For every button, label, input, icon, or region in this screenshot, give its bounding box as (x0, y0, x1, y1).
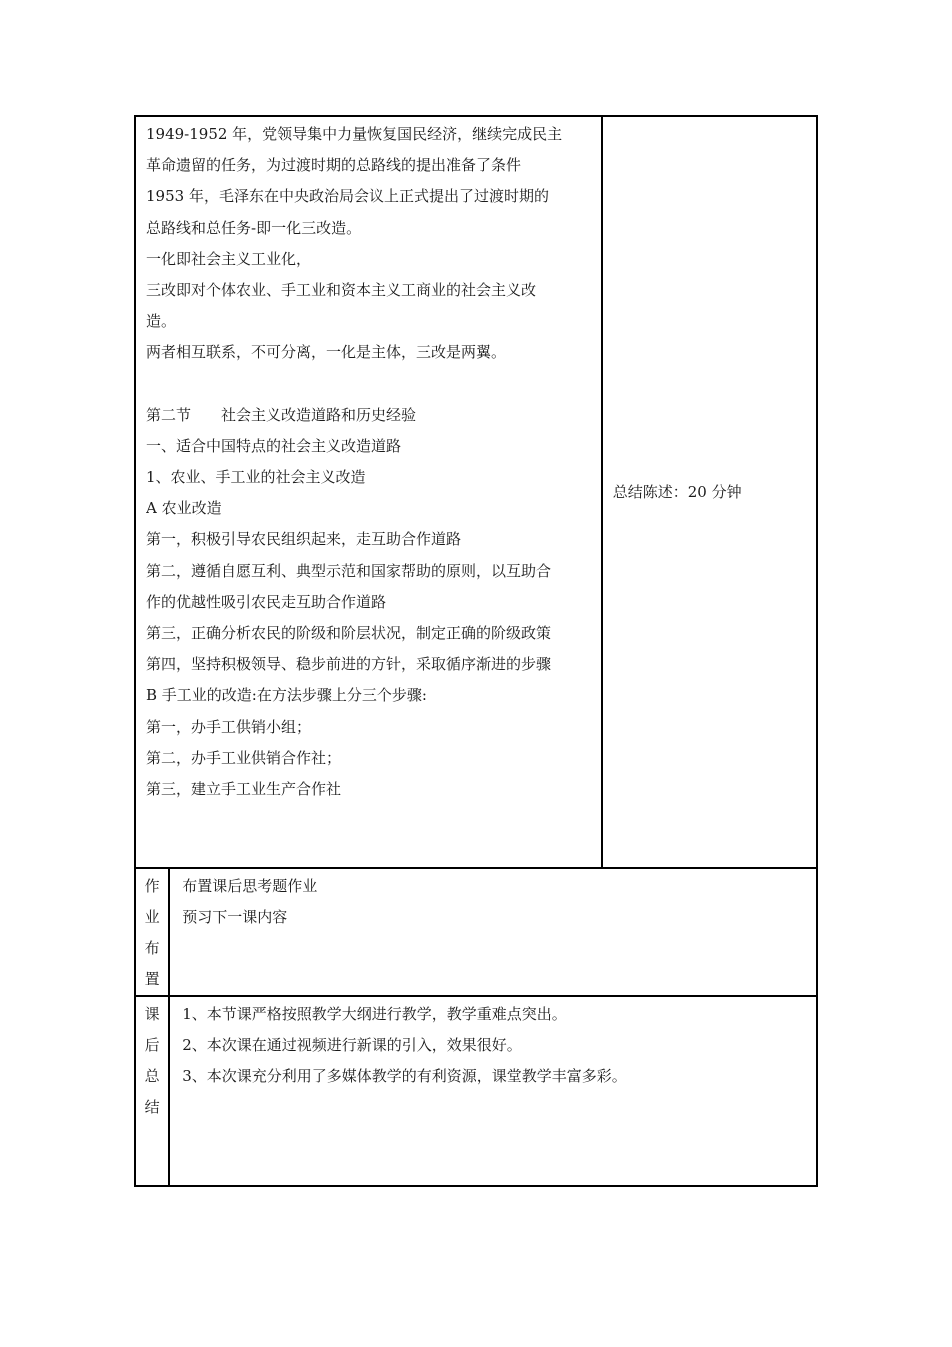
section-heading: 第二节 社会主义改造道路和历史经验 (146, 405, 417, 424)
content-line: 第四，坚持积极领导、稳步前进的方针，采取循序渐进的步骤 (146, 655, 552, 674)
content-line: 三改即对个体农业、手工业和资本主义工商业的社会主义改 (146, 280, 537, 299)
label-char: 总 (144, 1067, 160, 1085)
homework-content (169, 868, 817, 996)
blank-line (146, 369, 593, 400)
content-line: 造。 (146, 312, 177, 331)
label-char: 置 (144, 970, 160, 988)
summary-content (169, 996, 817, 1186)
summary-line: 3、本次课充分利用了多媒体教学的有利资源，课堂教学丰富多彩。 (182, 1067, 627, 1085)
homework-line: 预习下一课内容 (182, 908, 288, 926)
content-line: 两者相互联系，不可分离，一化是主体，三改是两翼。 (146, 343, 507, 362)
subsection-heading: B 手工业的改造:在方法步骤上分三个步骤: (146, 686, 427, 705)
subsection-heading: A 农业改造 (146, 499, 222, 518)
side-note: 总结陈述：20 分钟 (612, 482, 742, 501)
content-line: 作的优越性吸引农民走互助合作道路 (146, 592, 387, 611)
summary-line: 1、本节课严格按照教学大纲进行教学，教学重难点突出。 (182, 1005, 567, 1023)
summary-label (135, 996, 169, 1186)
lesson-plan-table (134, 115, 818, 1187)
subsection-heading: 一、适合中国特点的社会主义改造道路 (146, 436, 402, 455)
content-line: 第一，积极引导农民组织起来，走互助合作道路 (146, 530, 462, 549)
content-line: 第一，办手工供销小组； (146, 717, 312, 736)
homework-row (135, 868, 817, 996)
content-line: 第二，办手工业供销合作社； (146, 748, 342, 767)
label-char: 后 (144, 1036, 160, 1054)
content-line: 第三，建立手工业生产合作社 (146, 779, 342, 798)
content-line: 第二，遵循自愿互利、典型示范和国家帮助的原则，以互助合 (146, 561, 552, 580)
content-line: 总路线和总任务-即一化三改造。 (146, 218, 362, 237)
homework-label (135, 868, 169, 996)
summary-line: 2、本次课在通过视频进行新课的引入，效果很好。 (182, 1036, 522, 1054)
content-line: 一化即社会主义工业化， (146, 249, 312, 268)
side-note-cell (602, 116, 817, 868)
main-content-cell (135, 116, 602, 868)
content-line: 1949-1952 年，党领导集中力量恢复国民经济，继续完成民主 (146, 125, 563, 143)
subsection-heading: 1、农业、手工业的社会主义改造 (146, 468, 366, 487)
content-line: 革命遗留的任务，为过渡时期的总路线的提出准备了条件 (146, 156, 522, 175)
summary-row (135, 996, 817, 1186)
homework-line: 布置课后思考题作业 (182, 877, 318, 895)
label-char: 布 (144, 939, 160, 957)
content-row (135, 116, 817, 868)
content-line: 第三，正确分析农民的阶级和阶层状况，制定正确的阶级政策 (146, 624, 552, 642)
label-char: 结 (144, 1098, 160, 1116)
content-line: 1953 年，毛泽东在中央政治局会议上正式提出了过渡时期的 (146, 187, 549, 206)
label-char: 作 (144, 877, 160, 895)
label-char: 课 (144, 1005, 160, 1023)
label-char: 业 (144, 908, 160, 926)
